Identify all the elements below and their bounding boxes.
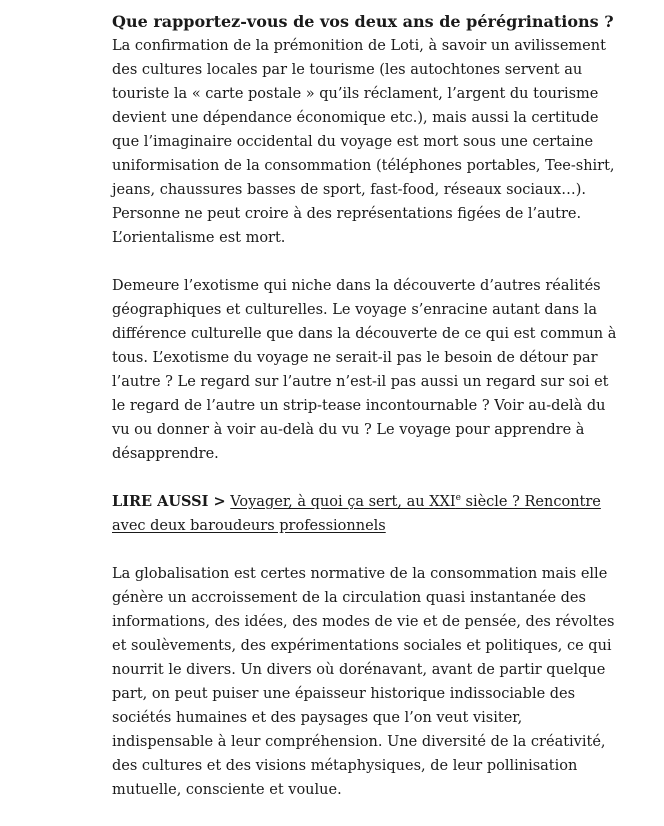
read-also-link-text-start: Voyager, à quoi ça sert, au XXI <box>230 494 456 510</box>
answer-paragraph-1: La confirmation de la prémonition de Loti, à savoir un avilissement des cultures locales par le tourisme (les autochtones servent au touriste la « carte postale » qu’ils réclament, l’argent du tourisme devient une dépendance économique etc.), mais aussi la certitude que l’imaginaire occidental du voyage est mort sous une certaine uniformisation de la consommation (téléphones portables, Tee-shirt, jeans, chaussures basses de sport, fast-food, réseaux sociaux…). Personne ne peut croire à des représentations figées de l’autre. L’orientalisme est mort. <box>112 38 615 246</box>
interview-question: Que rapportez-vous de vos deux ans de pérégrinations ? <box>112 12 614 31</box>
answer-paragraph-3: La globalisation est certes normative de la consommation mais elle génère un accroissement de la circulation quasi instantanée des informations, des idées, des modes de vie et de pensée, des révoltes et soulèvements, des expérimentations sociales et politiques, ce qui nourrit le divers. Un divers où dorénavant, avant de partir quelque part, on peut puiser une épaisseur historique indissociable des sociétés humaines et des paysages que l’on veut visiter, indispensable à leur compréhension. Une diversité de la créativité, des cultures et des visions métaphysiques, de leur pollinisation mutuelle, consciente et voulue. <box>112 566 615 798</box>
article-body <box>112 10 622 826</box>
read-also-link-text-end: siècle ? Rencontre avec deux baroudeurs professionnels <box>112 494 601 534</box>
read-also-link-superscript: e <box>455 493 461 504</box>
read-also-label: LIRE AUSSI > <box>112 493 226 510</box>
answer-paragraph-2: Demeure l’exotisme qui niche dans la découverte d’autres réalités géographiques et culturelles. Le voyage s’enracine autant dans la différence culturelle que dans la découverte de ce qui est commun à tous. L’exotisme du voyage ne serait-il pas le besoin de détour par l’autre ? Le regard sur l’autre n’est-il pas aussi un regard sur soi et le regard de l’autre un strip-tease incontournable ? Voir au-delà du vu ou donner à voir au-delà du vu ? Le voyage pour apprendre à désapprendre. <box>112 278 617 462</box>
read-also-block <box>112 490 622 538</box>
